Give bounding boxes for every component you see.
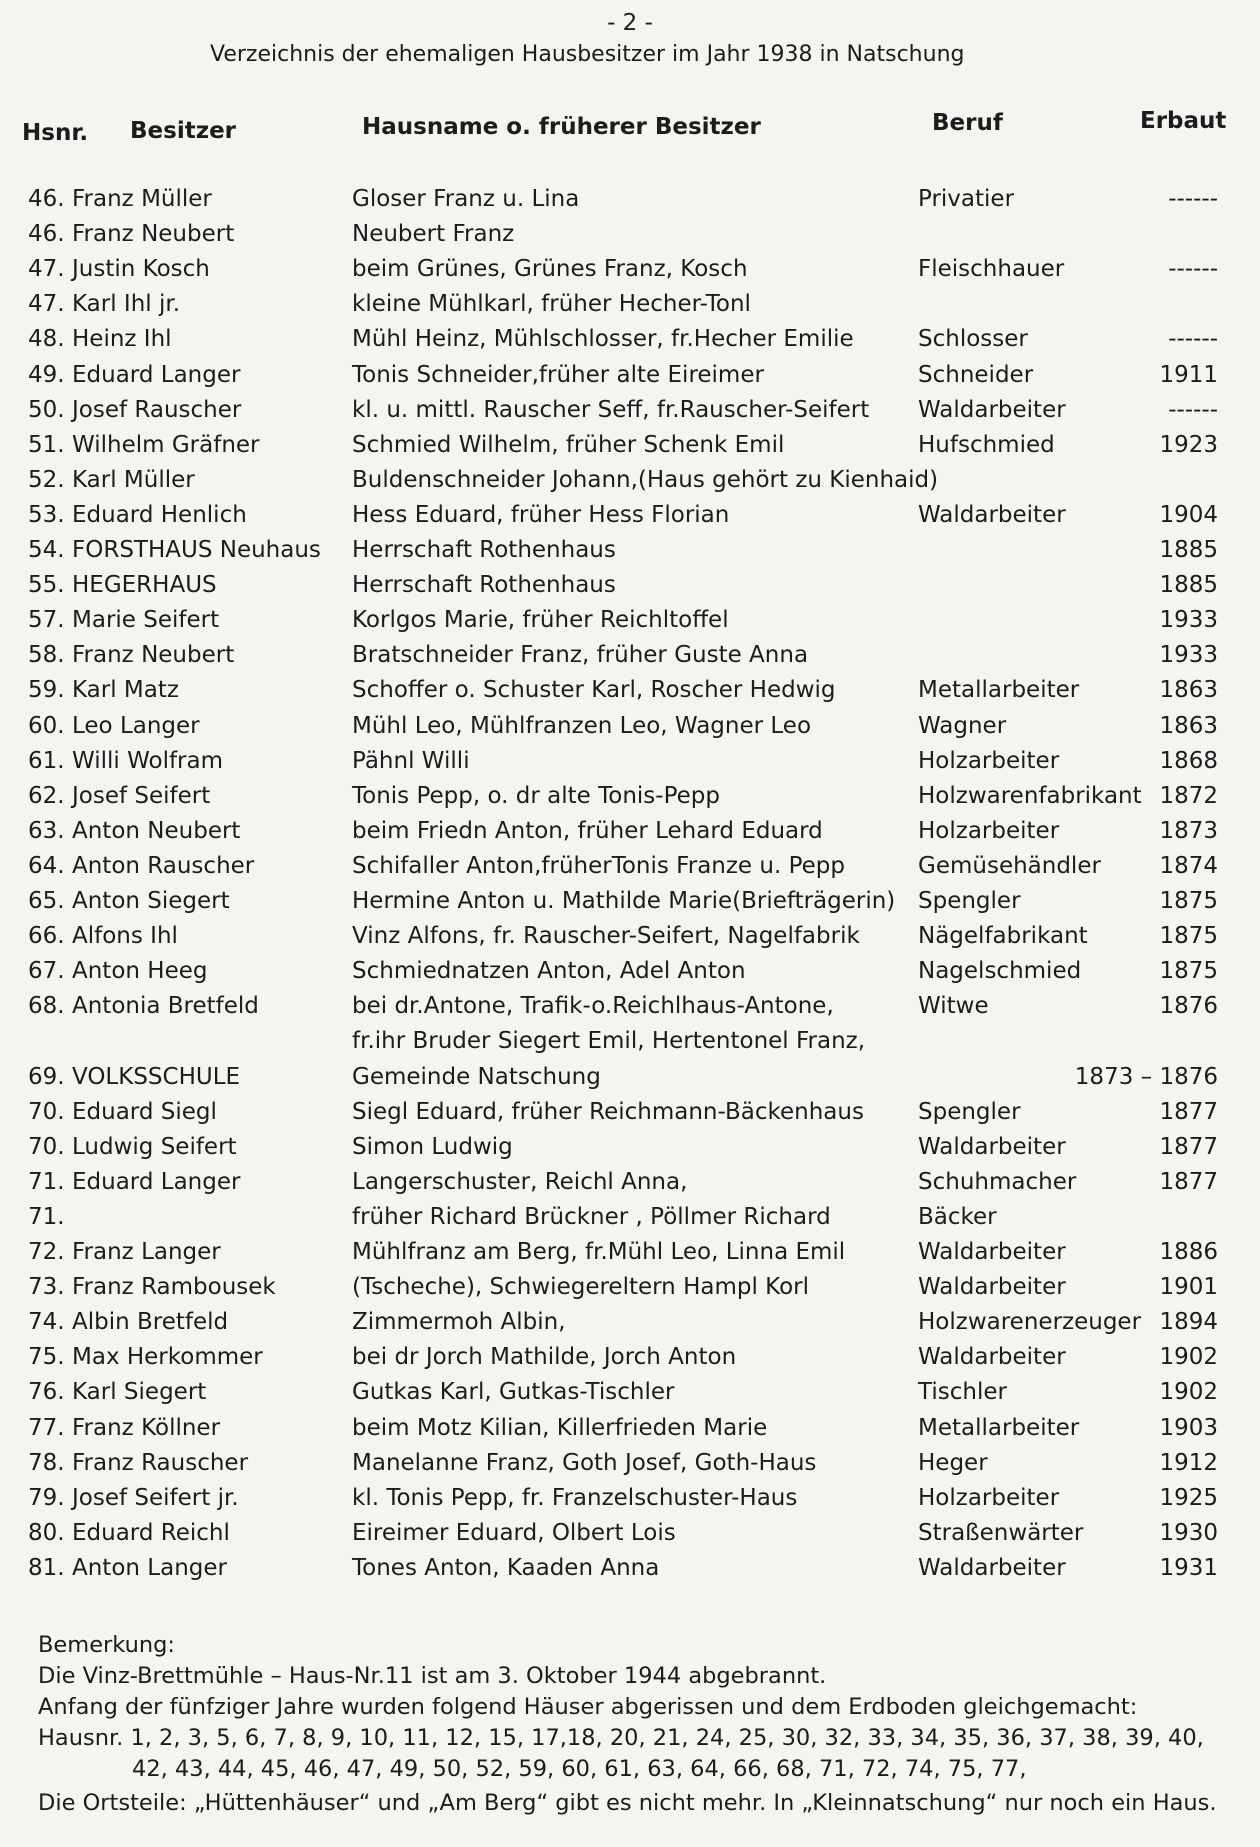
occupation: Holzarbeiter [918,1485,1060,1511]
house-number: 46. [28,186,65,212]
year-built: 1863 [1159,713,1218,739]
table-row [0,1485,1260,1519]
house-name: Gemeinde Natschung [352,1064,601,1090]
occupation: Bäcker [918,1204,997,1230]
occupation: Spengler [918,1099,1021,1125]
year-built: 1904 [1159,502,1218,528]
owner-name: Karl Müller [72,467,195,493]
table-row [0,1028,1260,1062]
table-row [0,432,1260,466]
table-row [0,677,1260,711]
house-name: Gloser Franz u. Lina [352,186,580,212]
note-heading: Bemerkung: [38,1632,176,1658]
house-number: 49. [28,362,65,388]
occupation: Waldarbeiter [918,1555,1066,1581]
year-built: 1912 [1159,1450,1218,1476]
table-row [0,1239,1260,1273]
occupation: Waldarbeiter [918,1134,1066,1160]
house-name: Schmiednatzen Anton, Adel Anton [352,958,746,984]
house-name: bei dr Jorch Mathilde, Jorch Anton [352,1344,737,1370]
house-number: 48. [28,326,65,352]
owner-name: Franz Neubert [72,221,235,247]
year-built: ------ [1168,186,1218,212]
owner-name: Eduard Langer [72,362,241,388]
occupation: Straßenwärter [918,1520,1084,1546]
document-title: Verzeichnis der ehemaligen Hausbesitzer im Jahr 1938 in Natschung [210,42,965,67]
house-number: 58. [28,642,65,668]
house-name: Mühl Heinz, Mühlschlosser, fr.Hecher Emilie [352,326,854,352]
year-built: 1877 [1159,1169,1218,1195]
table-row [0,326,1260,360]
table-row [0,397,1260,431]
house-name: Hermine Anton u. Mathilde Marie(Briefträgerin) [352,888,896,914]
house-number: 47. [28,291,65,317]
owner-name: Willi Wolfram [72,748,224,774]
house-number: 67. [28,958,65,984]
occupation: Hufschmied [918,432,1055,458]
owner-name: Franz Müller [72,186,212,212]
occupation: Holzwarenfabrikant [918,783,1142,809]
house-name: Schmied Wilhelm, früher Schenk Emil [352,432,785,458]
year-built: 1923 [1159,432,1218,458]
owner-name: Wilhelm Gräfner [72,432,260,458]
owner-name: Franz Rambousek [72,1274,276,1300]
house-name: Bratschneider Franz, früher Guste Anna [352,642,809,668]
year-built: ------ [1168,256,1218,282]
owner-name: Justin Kosch [72,256,210,282]
occupation: Metallarbeiter [918,1415,1080,1441]
table-row [0,1274,1260,1308]
owner-name: Anton Neubert [72,818,241,844]
house-number: 55. [28,572,65,598]
table-row [0,1204,1260,1238]
house-name: bei dr.Antone, Trafik-o.Reichlhaus-Antone, [352,993,834,1019]
house-number: 74. [28,1309,65,1335]
occupation: Schuhmacher [918,1169,1077,1195]
house-number: 59. [28,677,65,703]
header-hsnr: Hsnr. [22,120,89,146]
table-row [0,1099,1260,1133]
occupation: Schneider [918,362,1034,388]
house-name: Tones Anton, Kaaden Anna [352,1555,660,1581]
header-besitzer: Besitzer [130,118,237,144]
occupation: Tischler [918,1379,1007,1405]
note-line-1: Die Vinz-Brettmühle – Haus-Nr.11 ist am 3. Oktober 1944 abgebrannt. [38,1663,827,1689]
year-built: ------ [1168,326,1218,352]
header-hausname: Hausname o. früherer Besitzer [362,114,761,140]
year-built: 1886 [1159,1239,1218,1265]
occupation: Witwe [918,993,989,1019]
occupation: Fleischhauer [918,256,1065,282]
house-number: 50. [28,397,65,423]
occupation: Holzarbeiter [918,748,1060,774]
house-number: 71. [28,1204,65,1230]
table-row [0,1064,1260,1098]
house-name: kl. Tonis Pepp, fr. Franzelschuster-Haus [352,1485,798,1511]
house-name: Gutkas Karl, Gutkas-Tischler [352,1379,675,1405]
table-row [0,958,1260,992]
owner-name: Anton Siegert [72,888,230,914]
house-name: Eireimer Eduard, Olbert Lois [352,1520,676,1546]
table-row [0,642,1260,676]
header-beruf: Beruf [932,110,1003,136]
house-name: Herrschaft Rothenhaus [352,537,616,563]
occupation: Waldarbeiter [918,502,1066,528]
year-built: 1902 [1159,1344,1218,1370]
house-name: beim Grünes, Grünes Franz, Kosch [352,256,748,282]
table-row [0,993,1260,1027]
year-built: 1911 [1159,362,1218,388]
owner-name: Franz Rauscher [72,1450,249,1476]
house-number: 53. [28,502,65,528]
owner-name: Karl Matz [72,677,179,703]
occupation: Holzarbeiter [918,818,1060,844]
owner-name: Franz Köllner [72,1415,221,1441]
house-name: beim Friedn Anton, früher Lehard Eduard [352,818,823,844]
house-number: 62. [28,783,65,809]
house-number: 54. [28,537,65,563]
occupation: Nägelfabrikant [918,923,1088,949]
house-number: 47. [28,256,65,282]
house-name: Siegl Eduard, früher Reichmann-Bäckenhaus [352,1099,864,1125]
house-name: Manelanne Franz, Goth Josef, Goth-Haus [352,1450,817,1476]
house-number: 76. [28,1379,65,1405]
occupation: Waldarbeiter [918,1344,1066,1370]
occupation: Holzwarenerzeuger [918,1309,1142,1335]
owner-name: Karl Siegert [72,1379,207,1405]
house-name: Vinz Alfons, fr. Rauscher-Seifert, Nagelfabrik [352,923,860,949]
house-name: Tonis Pepp, o. dr alte Tonis-Pepp [352,783,720,809]
house-number: 77. [28,1415,65,1441]
occupation: Wagner [918,713,1007,739]
owner-name: Anton Langer [72,1555,227,1581]
table-row [0,853,1260,887]
house-number: 52. [28,467,65,493]
occupation: Nagelschmied [918,958,1082,984]
house-name: Schoffer o. Schuster Karl, Roscher Hedwig [352,677,836,703]
house-name: Zimmermoh Albin, [352,1309,566,1335]
house-number: 57. [28,607,65,633]
occupation: Waldarbeiter [918,1274,1066,1300]
year-built: ------ [1168,397,1218,423]
year-built: 1903 [1159,1415,1218,1441]
year-built: 1877 [1159,1099,1218,1125]
house-name: Hess Eduard, früher Hess Florian [352,502,730,528]
owner-name: Alfons Ihl [72,923,178,949]
table-row [0,1379,1260,1413]
table-row [0,1169,1260,1203]
house-name: Simon Ludwig [352,1134,513,1160]
house-name: kl. u. mittl. Rauscher Seff, fr.Rauscher-Seifert [352,397,870,423]
year-built: 1901 [1159,1274,1218,1300]
house-number: 68. [28,993,65,1019]
year-built: 1933 [1159,642,1218,668]
owner-name: Heinz Ihl [72,326,172,352]
house-name: Buldenschneider Johann,(Haus gehört zu Kienhaid) [352,467,939,493]
note-line-5: Die Ortsteile: „Hüttenhäuser“ und „Am Berg“ gibt es nicht mehr. In „Kleinnatschung“ nur noch ein Haus. [38,1790,1217,1816]
owner-name: Max Herkommer [72,1344,263,1370]
house-name: Mühlfranz am Berg, fr.Mühl Leo, Linna Emil [352,1239,846,1265]
year-built: 1876 [1159,993,1218,1019]
house-name: Pähnl Willi [352,748,470,774]
year-built: 1863 [1159,677,1218,703]
house-name: Schifaller Anton,früherTonis Franze u. Pepp [352,853,845,879]
table-row [0,1555,1260,1589]
table-row [0,467,1260,501]
house-number: 51. [28,432,65,458]
table-row [0,362,1260,396]
occupation: Heger [918,1450,988,1476]
year-built: 1902 [1159,1379,1218,1405]
house-number: 64. [28,853,65,879]
year-built: 1925 [1159,1485,1218,1511]
table-row [0,291,1260,325]
table-row [0,1134,1260,1168]
table-row [0,1415,1260,1449]
year-built: 1873 – 1876 [1074,1064,1218,1090]
occupation: Waldarbeiter [918,1239,1066,1265]
year-built: 1894 [1159,1309,1218,1335]
year-built: 1931 [1159,1555,1218,1581]
house-number: 69. [28,1064,65,1090]
house-number: 81. [28,1555,65,1581]
year-built: 1933 [1159,607,1218,633]
occupation: Privatier [918,186,1015,212]
house-name: Mühl Leo, Mühlfranzen Leo, Wagner Leo [352,713,812,739]
table-row [0,1344,1260,1378]
house-number: 63. [28,818,65,844]
owner-name: Antonia Bretfeld [72,993,259,1019]
table-row [0,748,1260,782]
note-line-3: Hausnr. 1, 2, 3, 5, 6, 7, 8, 9, 10, 11, 12, 15, 17,18, 20, 21, 24, 25, 30, 32, 33, 34, 35, 36, 37, 38, 39, 40, [38,1725,1204,1751]
year-built: 1875 [1159,888,1218,914]
house-number: 73. [28,1274,65,1300]
house-number: 61. [28,748,65,774]
owner-name: VOLKSSCHULE [72,1064,241,1090]
table-row [0,1450,1260,1484]
table-row [0,923,1260,957]
owner-name: Ludwig Seifert [72,1134,237,1160]
house-name: früher Richard Brückner , Pöllmer Richard [352,1204,831,1230]
owner-name: Anton Heeg [72,958,208,984]
table-row [0,783,1260,817]
table-row [0,713,1260,747]
table-row [0,818,1260,852]
year-built: 1873 [1159,818,1218,844]
note-line-4: 42, 43, 44, 45, 46, 47, 49, 50, 52, 59, 60, 61, 63, 64, 66, 68, 71, 72, 74, 75, 77, [132,1756,1027,1782]
occupation: Gemüsehändler [918,853,1101,879]
owner-name: Josef Rauscher [72,397,242,423]
owner-name: Eduard Reichl [72,1520,230,1546]
year-built: 1930 [1159,1520,1218,1546]
occupation: Metallarbeiter [918,677,1080,703]
house-name: (Tscheche), Schwiegereltern Hampl Korl [352,1274,810,1300]
table-row [0,221,1260,255]
owner-name: FORSTHAUS Neuhaus [72,537,321,563]
owner-name: Eduard Siegl [72,1099,217,1125]
house-number: 78. [28,1450,65,1476]
table-row [0,1520,1260,1554]
house-name: beim Motz Kilian, Killerfrieden Marie [352,1415,768,1441]
owner-name: Eduard Langer [72,1169,241,1195]
house-name: Tonis Schneider,früher alte Eireimer [352,362,764,388]
owner-name: Leo Langer [72,713,200,739]
owner-name: HEGERHAUS [72,572,217,598]
owner-name: Marie Seifert [72,607,220,633]
owner-name: Eduard Henlich [72,502,247,528]
owner-name: Josef Seifert jr. [72,1485,239,1511]
year-built: 1885 [1159,572,1218,598]
note-line-2: Anfang der fünfziger Jahre wurden folgend Häuser abgerissen und dem Erdboden gleichgemacht: [38,1694,1138,1720]
occupation: Waldarbeiter [918,397,1066,423]
owner-name: Albin Bretfeld [72,1309,229,1335]
owner-name: Anton Rauscher [72,853,255,879]
table-row [0,1309,1260,1343]
year-built: 1874 [1159,853,1218,879]
year-built: 1877 [1159,1134,1218,1160]
header-erbaut: Erbaut [1140,108,1227,134]
table-row [0,537,1260,571]
owner-name: Josef Seifert [72,783,211,809]
house-number: 72. [28,1239,65,1265]
house-number: 66. [28,923,65,949]
table-row [0,888,1260,922]
house-number: 65. [28,888,65,914]
page-number: - 2 - [607,10,653,36]
year-built: 1868 [1159,748,1218,774]
table-row [0,186,1260,220]
table-row [0,607,1260,641]
house-number: 79. [28,1485,65,1511]
house-name: Herrschaft Rothenhaus [352,572,616,598]
year-built: 1872 [1159,783,1218,809]
year-built: 1885 [1159,537,1218,563]
house-name: kleine Mühlkarl, früher Hecher-Tonl [352,291,751,317]
owner-name: Karl Ihl jr. [72,291,181,317]
table-row [0,256,1260,290]
owner-name: Franz Langer [72,1239,221,1265]
house-number: 71. [28,1169,65,1195]
house-number: 46. [28,221,65,247]
house-number: 60. [28,713,65,739]
house-number: 75. [28,1344,65,1370]
owner-name: Franz Neubert [72,642,235,668]
table-row [0,502,1260,536]
house-name: Korlgos Marie, früher Reichltoffel [352,607,729,633]
house-number: 70. [28,1099,65,1125]
house-number: 70. [28,1134,65,1160]
house-name: fr.ihr Bruder Siegert Emil, Hertentonel Franz, [352,1028,866,1054]
occupation: Spengler [918,888,1021,914]
year-built: 1875 [1159,958,1218,984]
occupation: Schlosser [918,326,1028,352]
house-number: 80. [28,1520,65,1546]
table-row [0,572,1260,606]
year-built: 1875 [1159,923,1218,949]
house-name: Langerschuster, Reichl Anna, [352,1169,688,1195]
house-name: Neubert Franz [352,221,515,247]
